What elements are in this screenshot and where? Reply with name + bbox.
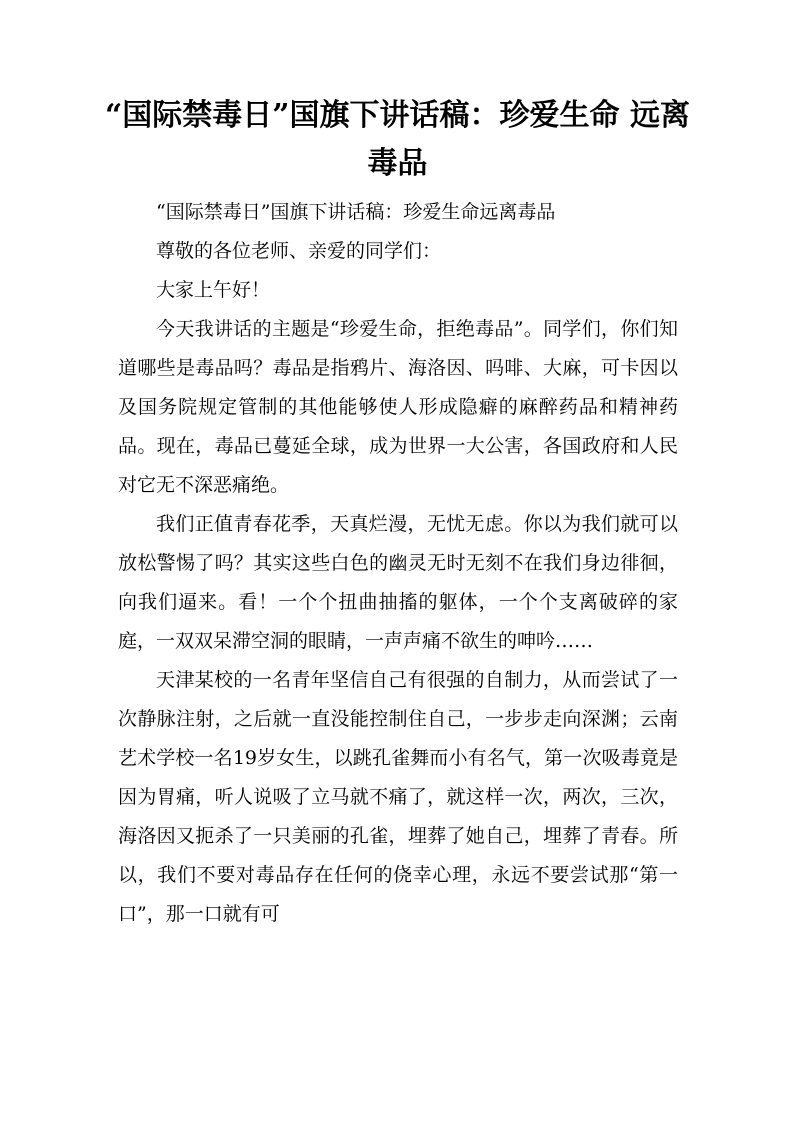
paragraph-subtitle: “国际禁毒日”国旗下讲话稿：珍爱生命远离毒品: [156, 201, 556, 223]
paragraph-youth: 我们正值青春花季，天真烂漫，无忧无虑。你以为我们就可以放松警惕了吗？其实这些白色的幽灵无时无刻不在我们身边徘徊，向我们逼来。看！一个个扭曲抽搐的躯体，一个个支离破碎的家庭，一双双呆滞空洞的眼睛，一声声痛不欲生的呻吟……: [118, 513, 678, 652]
paragraph-topic: 今天我讲话的主题是“珍爱生命，拒绝毒品”。同学们，你们知道哪些是毒品吗？毒品是指鸦片、海洛因、吗啡、大麻，可卡因以及国务院规定管制的其他能够使人形成隐癖的麻醉药品和精神药品。现在，毒品已蔓延全球，成为世界一大公害，各国政府和人民对它无不深恶痛绝。: [118, 318, 678, 496]
paragraph-examples: 天津某校的一名青年坚信自己有很强的自制力，从而尝试了一次静脉注射，之后就一直没能控制住自己，一步步走向深渊；云南艺术学校一名19岁女生，以跳孔雀舞而小有名气，第一次吸毒竟是因为胃痛，听人说吸了立马就不痛了，就这样一次，两次，三次，海洛因又扼杀了一只美丽的孔雀，埋葬了她自己，埋葬了青春。所以，我们不要对毒品存在任何的侥幸心理，永远不要尝试那“第一口”，那一口就有可: [118, 669, 678, 925]
document-body: [118, 193, 678, 934]
paragraph-salutation: 尊敬的各位老师、亲爱的同学们：: [156, 240, 442, 262]
document-title: “国际禁毒日”国旗下讲话稿：珍爱生命 远离毒品: [105, 98, 690, 181]
paragraph-greeting: 大家上午好！: [156, 279, 271, 301]
